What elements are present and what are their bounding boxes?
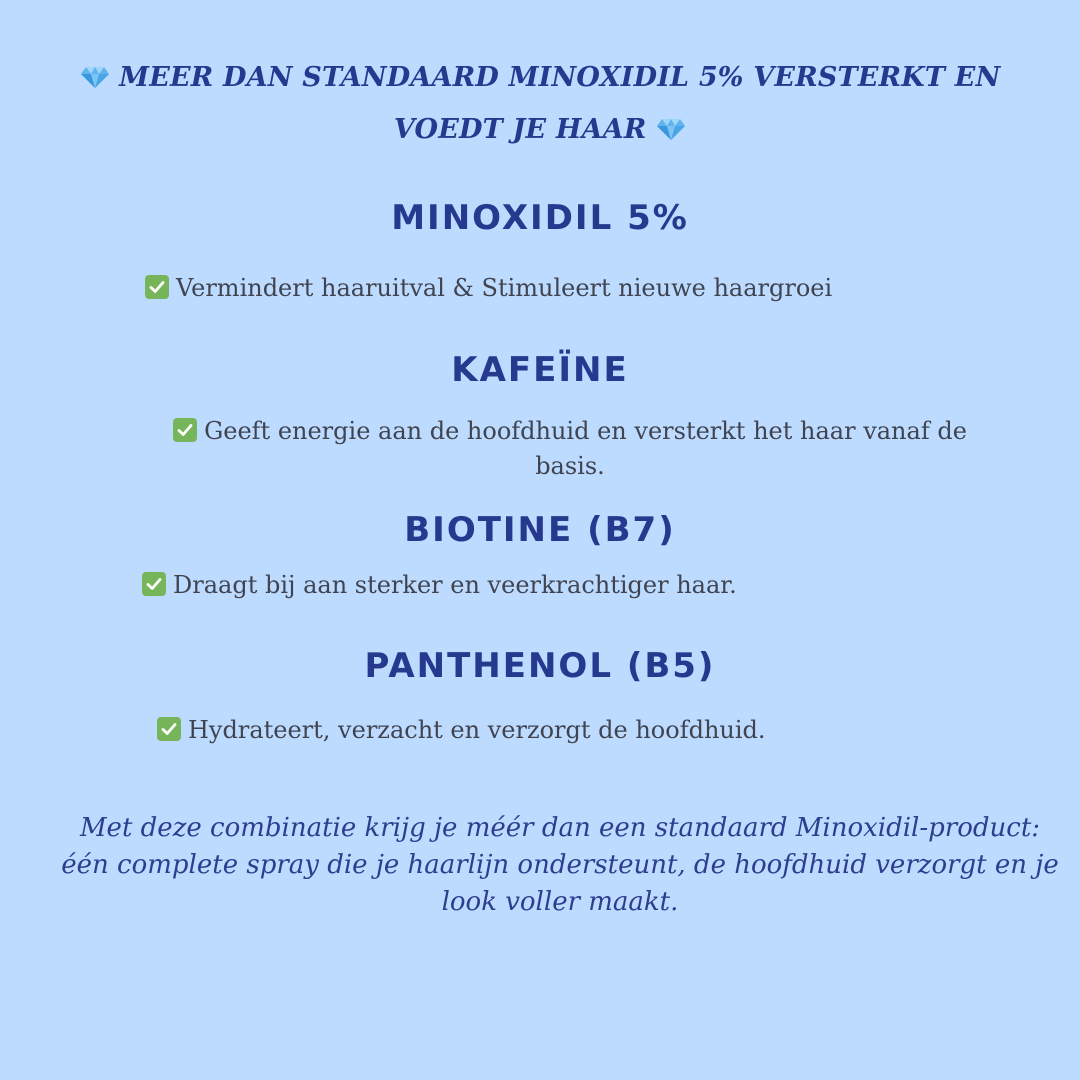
benefit-minoxidil — [145, 271, 925, 306]
benefit-text: Draagt bij aan sterker en veerkrachtiger haar. — [173, 571, 737, 599]
section-title-kafeine: KAFEÏNE — [451, 350, 629, 390]
benefit-panthenol — [157, 713, 937, 748]
check-icon — [142, 572, 166, 596]
section-title-biotine: BIOTINE (B7) — [404, 510, 676, 550]
benefit-kafeine — [140, 414, 1000, 484]
benefit-text: Hydrateert, verzacht en verzorgt de hoofdhuid. — [188, 716, 766, 744]
gem-icon — [80, 65, 110, 89]
benefit-biotine — [142, 568, 922, 603]
check-icon — [157, 717, 181, 741]
check-icon — [173, 418, 197, 442]
section-title-panthenol: PANTHENOL (B5) — [364, 646, 716, 686]
section-title-minoxidil: MINOXIDIL 5% — [391, 198, 689, 238]
closing-paragraph: Met deze combinatie krijg je méér dan een standaard Minoxidil-product: één complete spray die je haarlijn ondersteunt, de hoofdhuid verzorgt en je look voller maakt. — [61, 813, 1059, 917]
benefit-text: Geeft energie aan de hoofdhuid en versterkt het haar vanaf de basis. — [204, 417, 967, 480]
headline — [30, 52, 1050, 156]
check-icon — [145, 275, 169, 299]
benefit-text: Vermindert haaruitval & Stimuleert nieuwe haargroei — [176, 274, 833, 302]
headline-text: MEER DAN STANDAARD MINOXIDIL 5% VERSTERKT EN VOEDT JE HAAR — [119, 62, 1001, 145]
gem-icon — [656, 117, 686, 141]
